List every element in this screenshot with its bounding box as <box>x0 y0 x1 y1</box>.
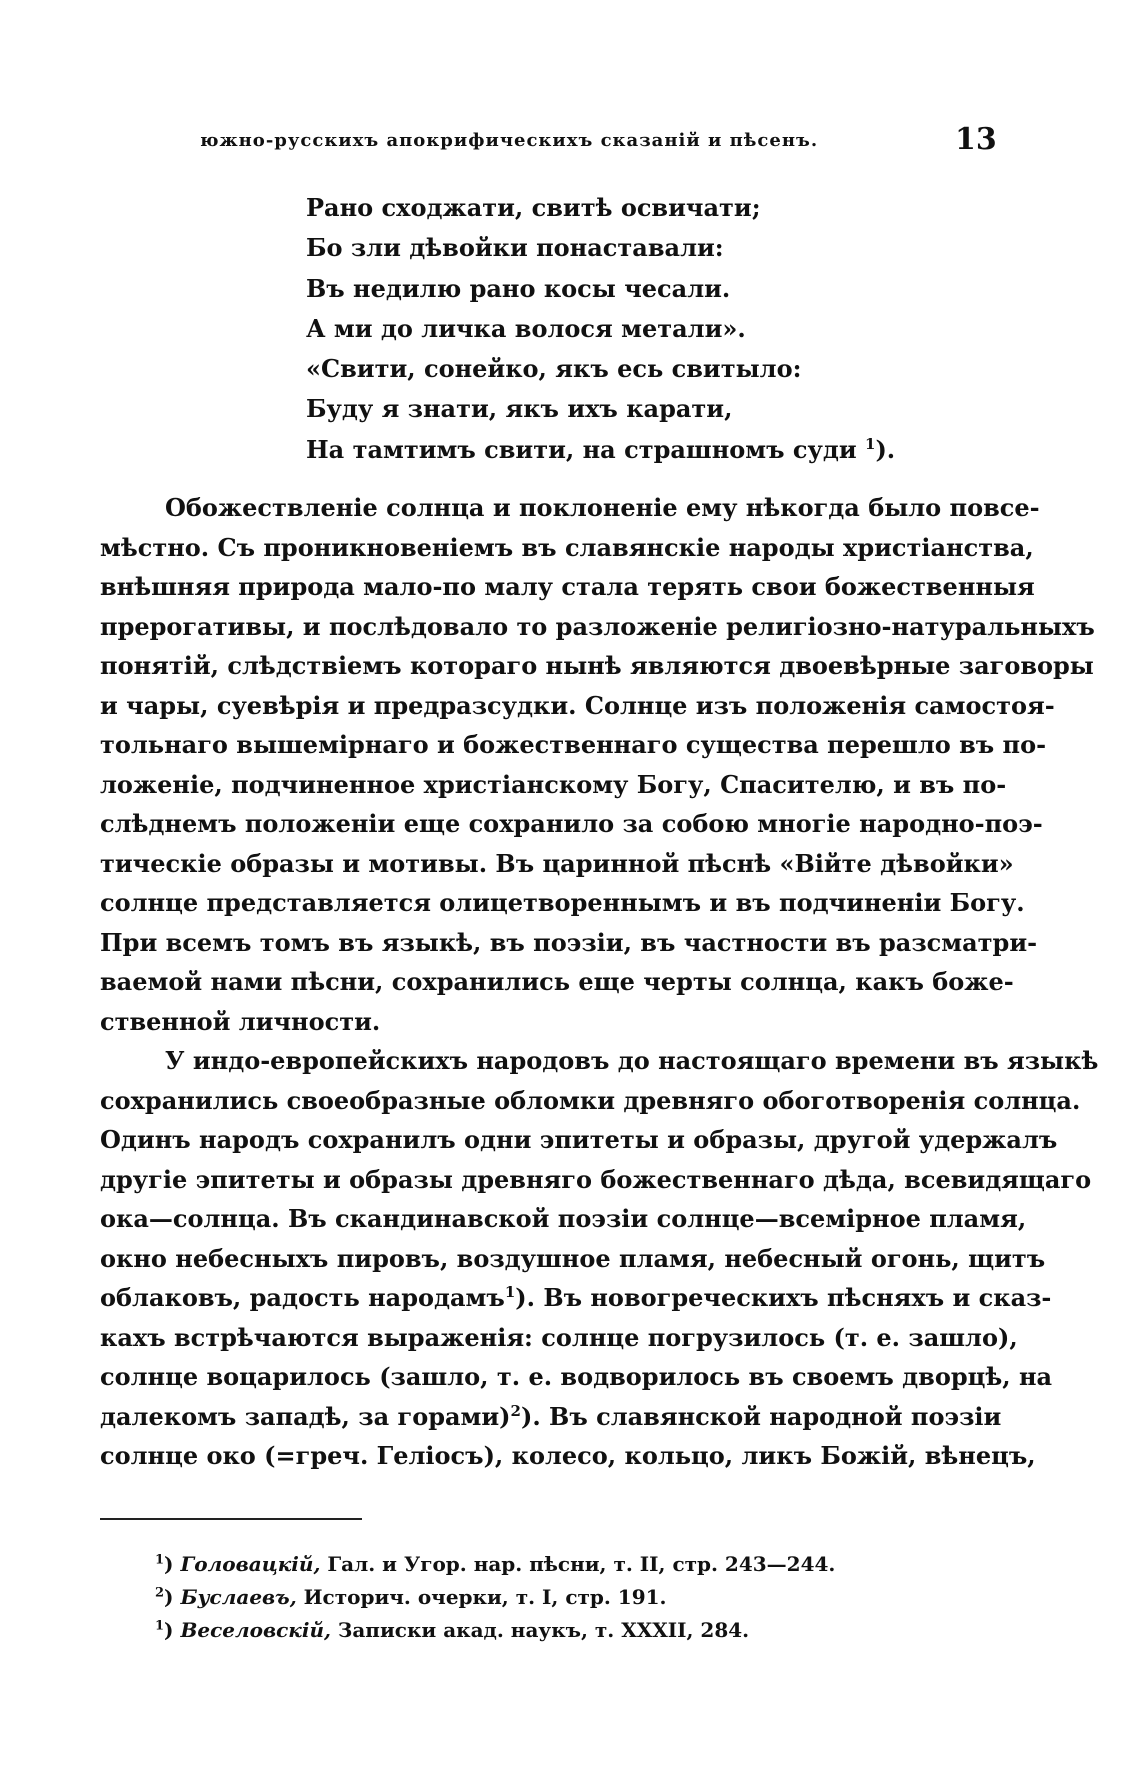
paragraph-line: ока—солнца. Въ скандинавской поэзіи солнце—всемірное пламя, <box>100 1204 1027 1233</box>
poem-line <box>306 430 1006 470</box>
footnote: $^1$) Веселовскій, Записки акад. наукъ, т. XXXII, 284. <box>155 1618 750 1642</box>
paragraph-line <box>100 1397 1002 1437</box>
poem-line: Рано сходжати, свитѣ освичати; <box>306 193 761 222</box>
footnote-text: Записки акад. наукъ, т. XXXII, 284. <box>330 1618 750 1642</box>
footnote-mark: 1 <box>155 1552 165 1568</box>
body-text <box>100 488 1099 1476</box>
poem-line: «Свити, сонейко, якъ есь свитыло: <box>306 354 802 384</box>
footnote-text: Историч. очерки, т. I, стр. 191. <box>296 1585 667 1609</box>
footnote-separator <box>100 1518 362 1520</box>
paragraph-line: ложеніе, подчиненное христіанскому Богу, Спасителю, и въ по- <box>100 769 1007 799</box>
poem-line: Буду я знати, якъ ихъ карати, <box>306 394 733 424</box>
footnote-marker[interactable]: 1 <box>504 1283 516 1301</box>
line-text: далекомъ западѣ, за горами) <box>100 1401 511 1431</box>
poem-block <box>306 188 1006 470</box>
paragraph-line: мѣстно. Съ проникновеніемъ въ славянскіе народы христіанства, <box>100 532 1034 562</box>
poem-line-text: На тамтимъ свити, на страшномъ суди <box>306 434 857 464</box>
poem-line: А ми до личка волося метали». <box>306 313 746 343</box>
header-title: южно-русскихъ апокрифическихъ сказаній и пѣсенъ. <box>200 130 819 151</box>
paragraph-line: солнце око (=греч. Геліосъ), колесо, кольцо, ликъ Божій, вѣнецъ, <box>100 1441 1036 1470</box>
paragraph-line: внѣшняя природа мало-по малу стала терять свои божественныя <box>100 572 1035 601</box>
paragraph-line: другіе эпитеты и образы древняго божественнаго дѣда, всевидящаго <box>100 1164 1092 1194</box>
footnotes <box>155 1548 855 1647</box>
footnote: $^2$) Буслаевъ, Историч. очерки, т. I, стр. 191. <box>155 1585 667 1609</box>
paragraph-line: солнце представляется олицетвореннымъ и въ подчиненіи Богу. <box>100 888 1025 917</box>
poem-line-end: ). <box>875 434 896 464</box>
paragraph-line: слѣднемъ положеніи еще сохранило за собою многіе народно-поэ- <box>100 809 1043 838</box>
footnote-author: Головацкій, <box>180 1552 321 1576</box>
paragraph-line: Одинъ народъ сохранилъ одни эпитеты и образы, другой удержалъ <box>100 1125 1058 1154</box>
paragraph-line <box>100 1278 1052 1318</box>
paragraph-line: Обожествленіе солнца и поклоненіе ему нѣкогда было повсе- <box>165 493 1040 522</box>
paragraph-line: сохранились своеобразные обломки древняго обоготворенія солнца. <box>100 1085 1081 1115</box>
poem-line: Въ недилю рано косы чесали. <box>306 273 731 303</box>
footnote-mark: 1 <box>155 1618 165 1634</box>
paragraph-line: У индо-европейскихъ народовъ до настоящаго времени въ языкѣ <box>165 1046 1099 1075</box>
footnote-marker[interactable]: 2 <box>510 1401 521 1420</box>
footnote-author: Веселовскій, <box>180 1618 331 1642</box>
paragraph-line: ственной личности. <box>100 1006 381 1036</box>
paragraph-line: тическіе образы и мотивы. Въ царинной пѣснѣ «Війте дѣвойки» <box>100 848 1014 878</box>
page-number: 13 <box>955 122 997 157</box>
paragraph-line: окно небесныхъ пировъ, воздушное пламя, небесный огонь, щитъ <box>100 1243 1046 1273</box>
paragraph-line: прерогативы, и послѣдовало то разложеніе религіозно-натуральныхъ <box>100 611 1095 641</box>
running-header <box>0 122 1140 160</box>
paragraph-line: кахъ встрѣчаются выраженія: солнце погрузилось (т. е. зашло), <box>100 1322 1018 1352</box>
footnote-author: Буслаевъ, <box>180 1585 297 1609</box>
paragraph-line: тольнаго вышемірнаго и божественнаго существа перешло въ по- <box>100 730 1047 759</box>
paragraph-line: ваемой нами пѣсни, сохранились еще черты солнца, какъ боже- <box>100 967 1014 996</box>
footnote-marker[interactable]: 1 <box>865 434 876 453</box>
poem-line: Бо зли дѣвойки понаставали: <box>306 233 724 263</box>
paragraph-line: солнце воцарилось (зашло, т. е. водворилось въ своемъ дворцѣ, на <box>100 1362 1053 1391</box>
paragraph-line: При всемъ томъ въ языкѣ, въ поэзіи, въ частности въ разсматри- <box>100 927 1038 957</box>
line-text: облаковъ, радость народамъ <box>100 1283 505 1312</box>
paragraph-line: понятій, слѣдствіемъ котораго нынѣ являются двоевѣрные заговоры <box>100 651 1094 680</box>
line-text: ). Въ новогреческихъ пѣсняхъ и сказ- <box>515 1283 1052 1312</box>
footnote-text: Гал. и Угор. нар. пѣсни, т. II, стр. 243—244. <box>320 1552 836 1576</box>
footnote: $^1$) Головацкій, Гал. и Угор. нар. пѣсни, т. II, стр. 243—244. <box>155 1552 836 1576</box>
line-text: ). Въ славянской народной поэзіи <box>520 1401 1002 1431</box>
footnote-mark: 2 <box>155 1585 165 1601</box>
paragraph-line: и чары, суевѣрія и предразсудки. Солнце изъ положенія самостоя- <box>100 690 1055 720</box>
